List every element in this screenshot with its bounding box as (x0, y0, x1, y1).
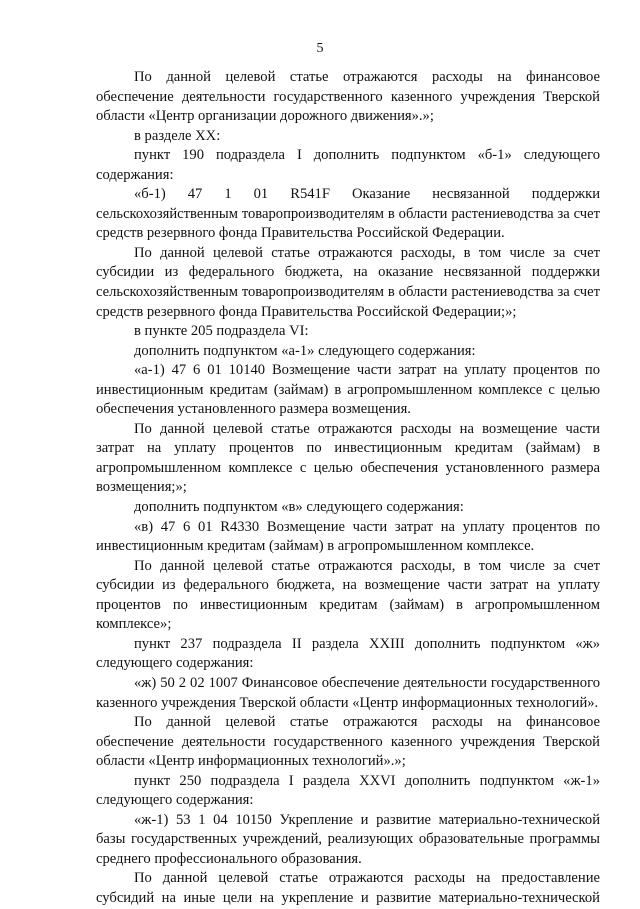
paragraph-expense-note-b1: По данной целевой статье отражаются расходы, в том числе за счет субсидии из федерального бюджета, на оказание несвязанной поддержки сельскохозяйственным товаропроизводителям в области растениеводства за счет средств резервного фонда Правительства Российской Федерации;»; (96, 244, 600, 320)
paragraph-section-xx: в разделе XX: (134, 127, 221, 144)
paragraph-item-250-intro: пункт 250 подраздела I раздела XXVI дополнить подпунктом «ж-1» следующего содержания: (96, 772, 600, 809)
paragraph-item-190-intro: пункт 190 подраздела I дополнить подпунктом «б-1» следующего содержания: (96, 147, 600, 183)
paragraph-subitem-zh1: «ж-1) 53 1 04 10150 Укрепление и развитие материально-технической базы государственных учреждений, реализующих образовательные программы среднего профессионального образования. (96, 811, 600, 867)
document-body (96, 68, 600, 909)
paragraph-expense-note-v: По данной целевой статье отражаются расходы, в том числе за счет субсидии из федерального бюджета, на возмещение части затрат на уплату процентов по инвестиционным кредитам (займам) в агропромышленном комплексе»; (96, 557, 600, 633)
paragraph-expense-note-a1: По данной целевой статье отражаются расходы на возмещение части затрат на уплату процентов по инвестиционным кредитам (займам) в агропромышленном комплексе с целью обеспечения установленного размера возмещения;»; (96, 420, 600, 496)
paragraph-add-a1-intro: дополнить подпунктом «а-1» следующего содержания: (134, 342, 476, 359)
paragraph-expense-note-traffic-center: По данной целевой статье отражаются расходы на финансовое обеспечение деятельности государственного казенного учреждения Тверской области «Центр организации дорожного движения».»; (96, 69, 600, 125)
page-number: 5 (316, 41, 324, 56)
paragraph-expense-note-zh: По данной целевой статье отражаются расходы на финансовое обеспечение деятельности государственного казенного учреждения Тверской области «Центр информационных технологий».»; (96, 714, 600, 770)
paragraph-add-v-intro: дополнить подпунктом «в» следующего содержания: (134, 499, 464, 516)
paragraph-subitem-zh: «ж) 50 2 02 1007 Финансовое обеспечение деятельности государственного казенного учреждения Тверской области «Центр информационных технологий». (96, 674, 600, 711)
paragraph-item-205: в пункте 205 подраздела VI: (134, 323, 309, 340)
paragraph-expense-note-zh1: По данной целевой статье отражаются расходы на предоставление субсидий на иные цели на укрепление и развитие материально-технической (96, 870, 600, 906)
paragraph-subitem-v: «в) 47 6 01 R4330 Возмещение части затрат на уплату процентов по инвестиционным кредитам (займам) в агропромышленном комплексе. (96, 518, 600, 555)
paragraph-item-237-intro: пункт 237 подраздела II раздела XXIII дополнить подпунктом «ж» следующего содержания: (96, 635, 600, 672)
paragraph-subitem-b1: «б-1) 47 1 01 R541F Оказание несвязанной поддержки сельскохозяйственным товаропроизводителям в области растениеводства за счет средств резервного фонда Правительства Российской Федерации. (96, 186, 600, 242)
paragraph-subitem-a1: «а-1) 47 6 01 10140 Возмещение части затрат на уплату процентов по инвестиционным кредитам (займам) в агропромышленном комплексе с целью обеспечения установленного размера возмещения. (96, 362, 600, 418)
